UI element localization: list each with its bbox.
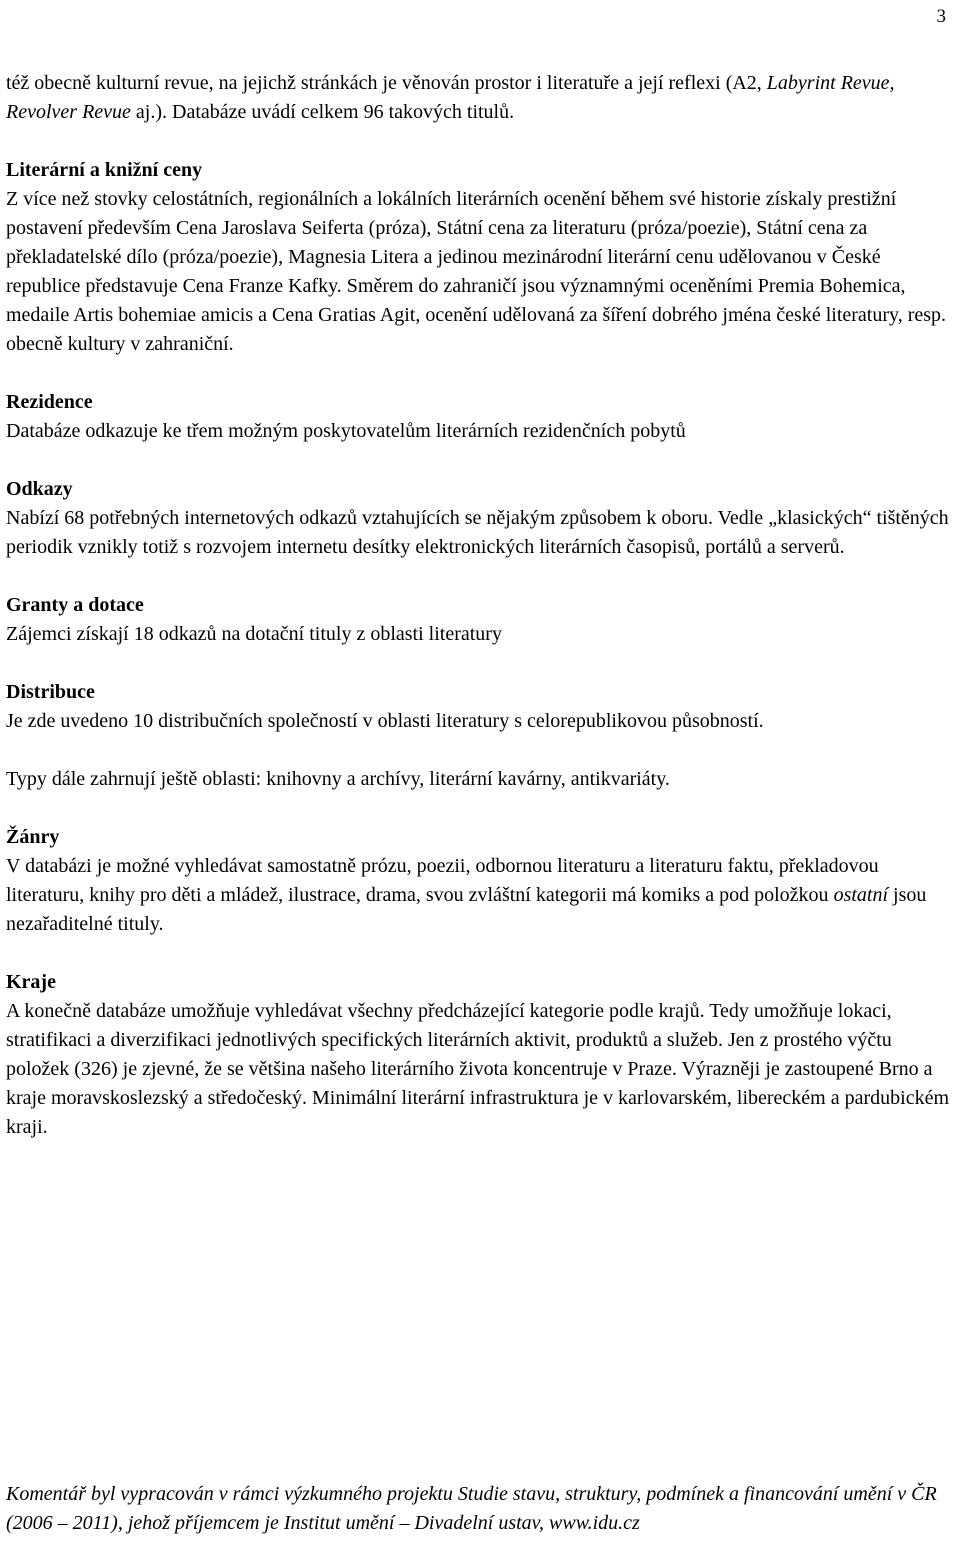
intro-text: též obecně kulturní revue, na jejichž stránkách je věnován prostor i literatuře a její reflexi (A2, <box>6 72 767 94</box>
section-residencies <box>6 388 958 446</box>
section-heading-grants: Granty a dotace <box>6 594 144 616</box>
section-body-residencies: Databáze odkazuje ke třem možným poskytovatelům literárních rezidenčních pobytů <box>6 420 686 442</box>
genres-italic-word: ostatní <box>833 884 889 906</box>
section-heading-awards: Literární a knižní ceny <box>6 159 203 181</box>
section-grants <box>6 591 958 649</box>
section-body-awards: Z více než stovky celostátních, regionálních a lokálních literárních ocenění během své historie získaly prestižní postavení především Cena Jaroslava Seiferta (próza), Státní cena za literaturu (próza/poezie), Státní cena za překladatelské dílo (próza/poezie), Magnesia Litera a jedinou mezinárodní literární cenu udělovanou v České republice představuje Cena Franze Kafky. Směrem do zahraničí jsou významnými oceněními Premia Bohemica, medaile Artis bohemiae amicis a Cena Gratias Agit, ocenění udělovaná za šíření dobrého jména české literatury, resp. obecně kultury v zahraniční. <box>6 188 947 355</box>
intro-italic-titles: Labyrint Revue, Revolver Revue <box>6 72 895 123</box>
section-heading-regions: Kraje <box>6 971 56 993</box>
section-distribution <box>6 678 958 736</box>
intro-text-end: aj.). Databáze uvádí celkem 96 takových titulů. <box>130 101 515 123</box>
section-body-genres <box>6 852 958 939</box>
section-heading-links: Odkazy <box>6 478 73 500</box>
section-other-types <box>6 765 958 794</box>
section-body-other-types: Typy dále zahrnují ještě oblasti: knihovny a archívy, literární kavárny, antikvariáty. <box>6 768 670 790</box>
section-links <box>6 475 958 562</box>
section-heading-residencies: Rezidence <box>6 391 93 413</box>
intro-paragraph <box>6 69 958 127</box>
footer-note: Komentář byl vypracován v rámci výzkumného projektu Studie stavu, struktury, podmínek a financování umění v ČR (2006 – 2011), jehož příjemcem je Institut umění – Divadelní ustav, www.idu.cz <box>6 1483 937 1534</box>
section-heading-genres: Žánry <box>6 826 60 848</box>
section-genres <box>6 823 958 939</box>
genres-text-end: jsou nezařaditelné tituly. <box>6 884 927 935</box>
section-heading-distribution: Distribuce <box>6 681 95 703</box>
document-body <box>6 69 958 1142</box>
section-body-links: Nabízí 68 potřebných internetových odkazů vztahujících se nějakým způsobem k oboru. Vedle „klasických“ tištěných periodik vznikly totiž s rozvojem internetu desítky elektronických literárních časopisů, portálů a serverů. <box>6 507 949 558</box>
section-body-regions: A konečně databáze umožňuje vyhledávat všechny předcházející kategorie podle krajů. Tedy umožňuje lokaci, stratifikaci a diverzifikaci jednotlivých specifických literárních aktivit, produktů a služeb. Jen z prostého výčtu položek (326) je zjevné, že se většina našeho literárního života koncentruje v Praze. Výrazněji je zastoupené Brno a kraje moravskoslezský a středočeský. Minimální literární infrastruktura je v karlovarském, libereckém a pardubickém kraji. <box>6 1000 950 1138</box>
section-body-distribution: Je zde uvedeno 10 distribučních společností v oblasti literatury s celorepublikovou působností. <box>6 710 764 732</box>
section-regions <box>6 968 958 1142</box>
page-number: 3 <box>936 6 946 27</box>
genres-text: V databázi je možné vyhledávat samostatně prózu, poezii, odbornou literaturu a literaturu faktu, překladovou literaturu, knihy pro děti a mládež, ilustrace, drama, svou zvláštní kategorii má komiks a pod položkou <box>6 855 879 906</box>
section-awards <box>6 156 958 359</box>
section-body-grants: Zájemci získají 18 odkazů na dotační tituly z oblasti literatury <box>6 623 502 645</box>
